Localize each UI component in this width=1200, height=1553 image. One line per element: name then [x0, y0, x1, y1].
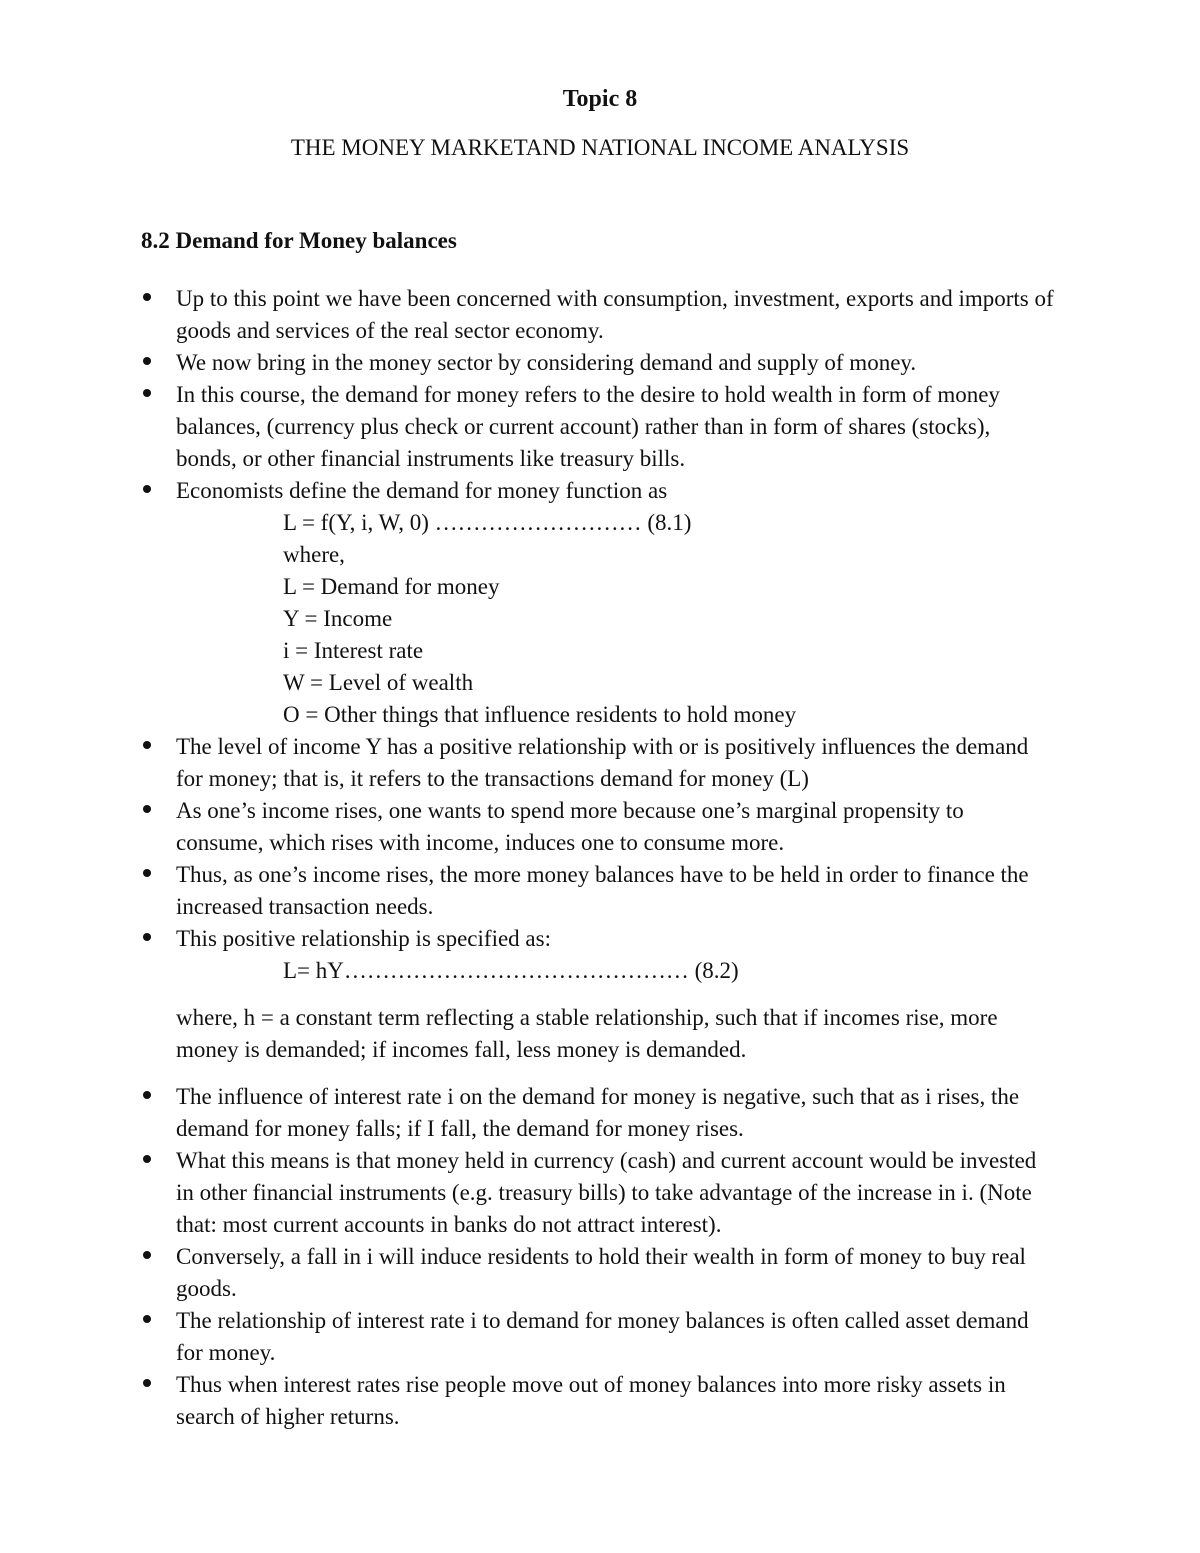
bullet-icon — [143, 1315, 151, 1323]
list-item-text: Up to this point we have been concerned with consumption, investment, exports and imports of goods and services of the real sector economy. — [176, 286, 1054, 343]
definition-y: Y = Income — [283, 606, 393, 631]
definition-i: i = Interest rate — [283, 638, 424, 663]
bullet-icon — [143, 1091, 151, 1099]
section-heading: 8.2 Demand for Money balances — [141, 228, 457, 253]
equation-where: where, — [283, 542, 345, 567]
where-note-block — [0, 1002, 1200, 1066]
list-item — [0, 1241, 1056, 1305]
list-item — [0, 1305, 1056, 1369]
list-item — [0, 1369, 1056, 1433]
bullet-icon — [143, 1251, 151, 1259]
bullet-icon — [143, 741, 151, 749]
bullet-icon — [143, 933, 151, 941]
list-item — [0, 795, 1056, 859]
definition-l: L = Demand for money — [283, 574, 500, 599]
list-item-text: This positive relationship is specified as: — [176, 926, 551, 951]
list-item — [0, 1145, 1056, 1241]
bullet-icon — [143, 357, 151, 365]
list-item-text: Conversely, a fall in i will induce residents to hold their wealth in form of money to buy real goods. — [176, 1244, 1026, 1301]
list-item — [0, 379, 1056, 475]
bullet-block-c — [0, 1081, 1200, 1433]
list-item-text: The relationship of interest rate i to demand for money balances is often called asset demand for money. — [176, 1308, 1029, 1365]
list-item — [0, 475, 1056, 507]
list-item-text: We now bring in the money sector by considering demand and supply of money. — [176, 350, 917, 375]
list-item — [0, 283, 1056, 347]
where-note: where, h = a constant term reflecting a stable relationship, such that if incomes rise, more money is demanded; if incomes fall, less money is demanded. — [176, 1005, 998, 1062]
bullet-icon — [143, 805, 151, 813]
list-item — [0, 1081, 1056, 1145]
list-item-text: As one’s income rises, one wants to spend more because one’s marginal propensity to consume, which rises with income, induces one to consume more. — [176, 798, 964, 855]
list-item-text: Thus, as one’s income rises, the more money balances have to be held in order to finance the increased transaction needs. — [176, 862, 1029, 919]
list-item-text: What this means is that money held in currency (cash) and current account would be invested in other financial instruments (e.g. treasury bills) to take advantage of the increase in i. (Note that: most current accounts in banks do not attract interest). — [176, 1148, 1037, 1237]
list-item — [0, 731, 1056, 795]
list-item-text: In this course, the demand for money refers to the desire to hold wealth in form of money balances, (currency plus check or current account) rather than in form of shares (stocks), bonds, or other financial instruments like treasury bills. — [176, 382, 1000, 471]
definition-w: W = Level of wealth — [283, 670, 474, 695]
bullet-icon — [143, 1155, 151, 1163]
bullet-icon — [143, 1379, 151, 1387]
document-title: THE MONEY MARKETAND NATIONAL INCOME ANALYSIS — [290, 135, 910, 160]
definition-o: O = Other things that influence residents to hold money — [283, 702, 797, 727]
bullet-icon — [143, 389, 151, 397]
topic-label: Topic 8 — [562, 86, 638, 112]
list-item-text: The influence of interest rate i on the demand for money is negative, such that as i rises, the demand for money falls; if I fall, the demand for money rises. — [176, 1084, 1020, 1141]
bullet-block-a — [0, 283, 1200, 731]
list-item — [0, 923, 1056, 955]
equation-8-2: L= hY……………………………………… (8.2) — [283, 958, 739, 983]
bullet-icon — [143, 293, 151, 301]
list-item-text: Thus when interest rates rise people move out of money balances into more risky assets in search of higher returns. — [176, 1372, 1006, 1429]
list-item — [0, 859, 1056, 923]
list-item — [0, 347, 1056, 379]
bullet-icon — [143, 485, 151, 493]
bullet-block-b — [0, 731, 1200, 987]
list-item-text: Economists define the demand for money function as — [176, 478, 668, 503]
bullet-icon — [143, 869, 151, 877]
list-item-text: The level of income Y has a positive relationship with or is positively influences the demand for money; that is, it refers to the transactions demand for money (L) — [176, 734, 1029, 791]
equation-8-1: L = f(Y, i, W, 0) ……………………… (8.1) — [283, 510, 692, 535]
